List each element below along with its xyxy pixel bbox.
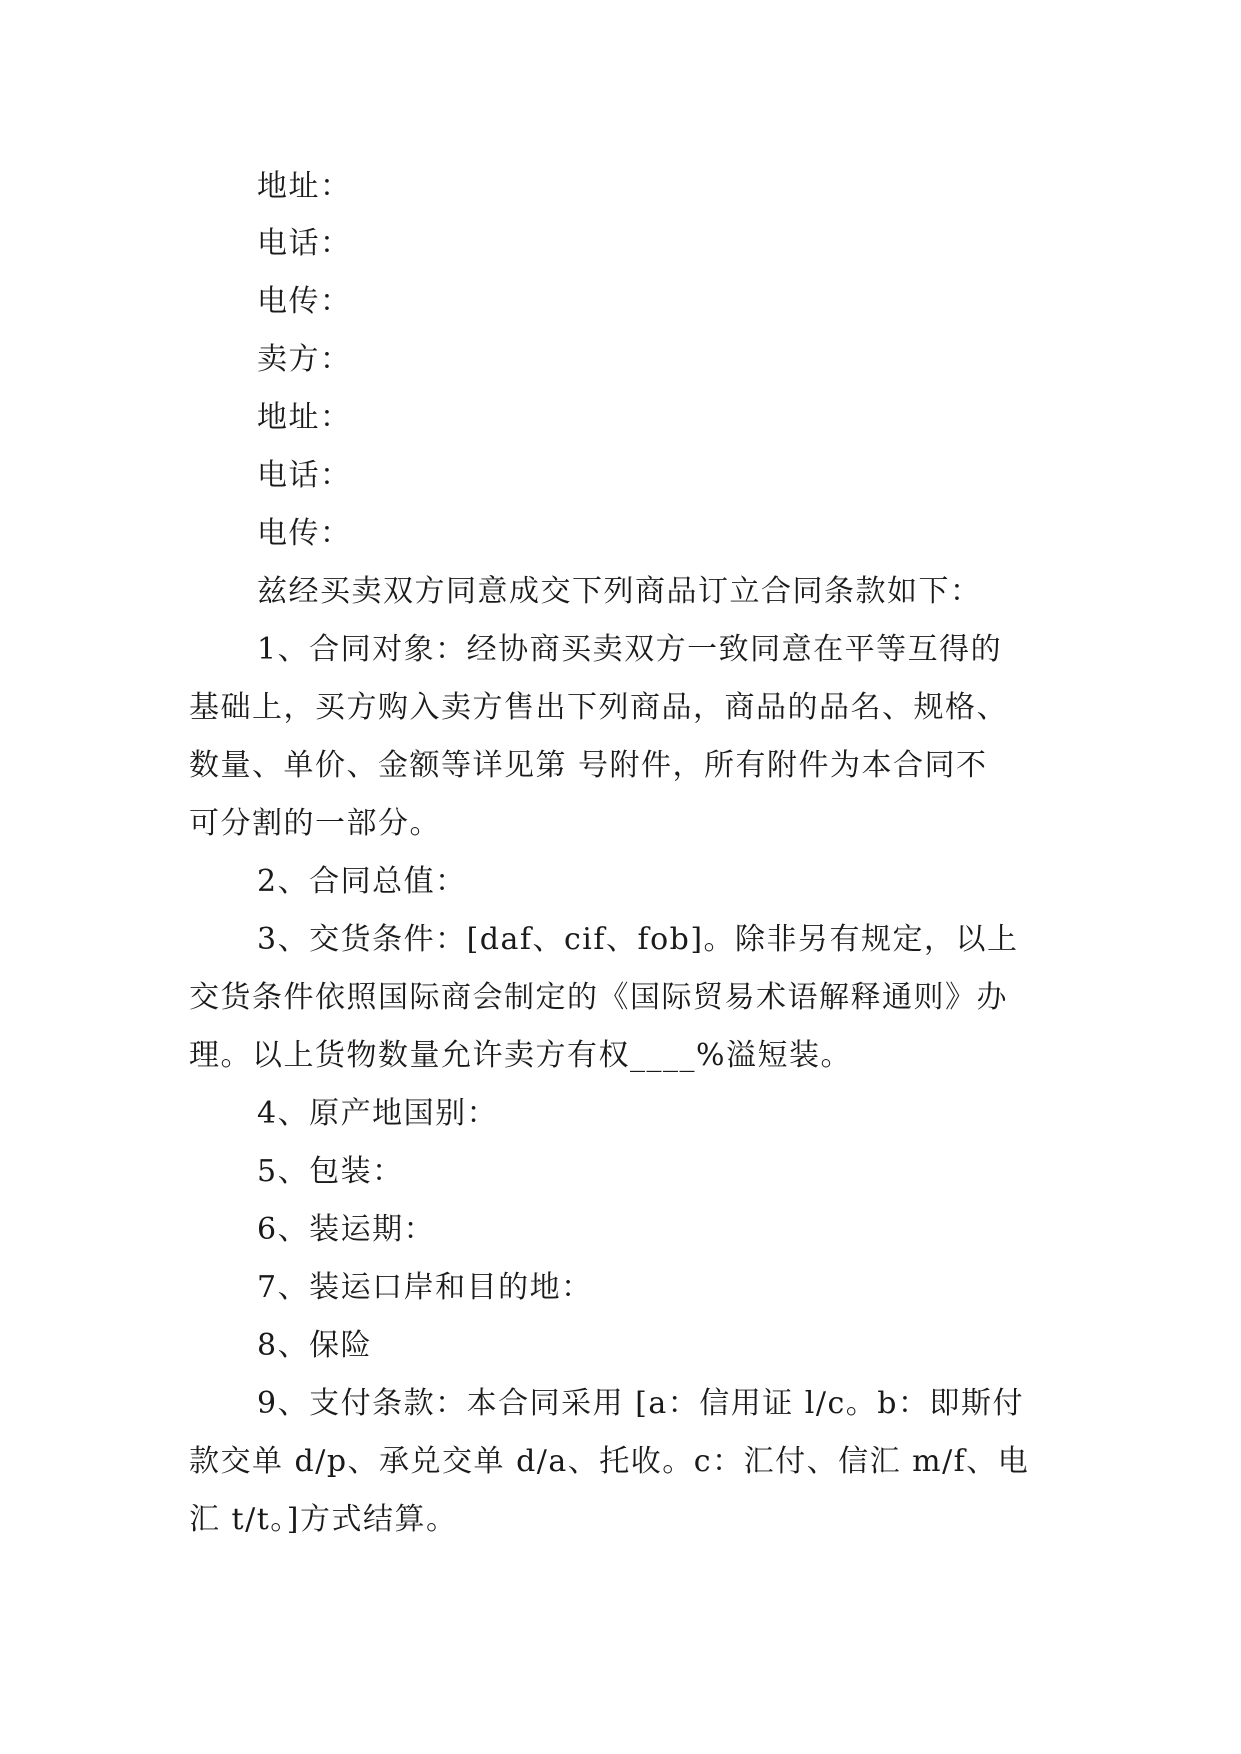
seller-label: 卖方： — [257, 342, 352, 377]
clause-9-line: 款交单 d/p、承兑交单 d/a、托收。c：汇付、信汇 m/f、电 — [189, 1444, 1030, 1479]
clause-9-line: 汇 t/t。]方式结算。 — [189, 1502, 458, 1537]
clause-2: 2、合同总值： — [257, 864, 467, 899]
clause-5: 5、包装： — [257, 1154, 404, 1189]
clause-1-line: 数量、单价、金额等详见第 号附件，所有附件为本合同不 — [189, 748, 988, 783]
clause-4: 4、原产地国别： — [257, 1096, 499, 1131]
seller-address-label: 地址： — [257, 400, 352, 435]
clause-1-line: 可分割的一部分。 — [189, 806, 441, 841]
buyer-address-label: 地址： — [257, 169, 352, 204]
buyer-telex-label: 电传： — [257, 284, 352, 319]
contract-intro: 兹经买卖双方同意成交下列商品订立合同条款如下： — [257, 574, 982, 609]
clause-3-line: 理。以上货物数量允许卖方有权____%溢短装。 — [189, 1038, 853, 1073]
clause-6: 6、装运期： — [257, 1212, 436, 1247]
seller-phone-label: 电话： — [257, 458, 352, 493]
seller-telex-label: 电传： — [257, 516, 352, 551]
clause-9-line: 9、支付条款：本合同采用 [a：信用证 l/c。b：即斯付 — [257, 1386, 1024, 1421]
clause-8: 8、保险 — [257, 1328, 373, 1363]
clause-3-line: 3、交货条件：[daf、cif、fob]。除非另有规定，以上 — [257, 922, 1019, 957]
buyer-phone-label: 电话： — [257, 226, 352, 261]
clause-1-line: 1、合同对象：经协商买卖双方一致同意在平等互得的 — [257, 632, 1003, 667]
clause-3-line: 交货条件依照国际商会制定的《国际贸易术语解释通则》办 — [189, 980, 1008, 1015]
clause-7: 7、装运口岸和目的地： — [257, 1270, 593, 1305]
clause-1-line: 基础上，买方购入卖方售出下列商品，商品的品名、规格、 — [189, 690, 1008, 725]
